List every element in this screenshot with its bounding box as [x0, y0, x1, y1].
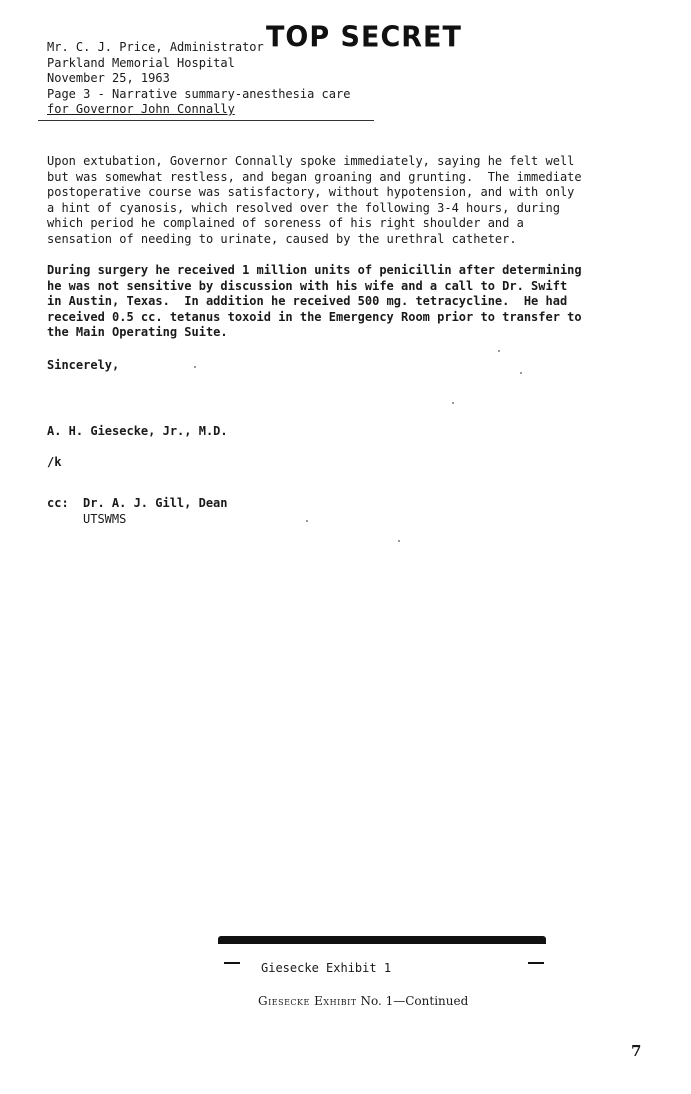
continued-label: Giesecke Exhibit	[258, 994, 357, 1008]
continued-suffix: —Continued	[393, 994, 469, 1008]
exhibit-continued	[258, 994, 468, 1008]
scan-speck	[498, 350, 500, 352]
scan-speck	[194, 366, 196, 368]
hospital-line: Parkland Memorial Hospital	[47, 55, 235, 70]
top-secret-stamp: TOP SECRET	[266, 21, 462, 54]
page-number: 7	[631, 1042, 642, 1060]
exhibit-bar	[218, 936, 546, 944]
scan-speck	[520, 372, 522, 374]
closing: Sincerely,	[47, 358, 120, 372]
addressee-line: Mr. C. J. Price, Administrator	[47, 40, 264, 54]
scan-speck	[398, 540, 400, 542]
exhibit-caption: Giesecke Exhibit 1	[261, 961, 392, 975]
exhibit-dash-right	[528, 962, 544, 964]
scan-speck	[452, 402, 454, 404]
cc-org: UTSWMS	[83, 511, 127, 526]
cc-label: cc:	[47, 496, 69, 510]
letter-header	[47, 40, 350, 118]
exhibit-dash-left	[224, 962, 240, 964]
header-rule	[38, 120, 374, 121]
continued-number: No. 1	[360, 994, 394, 1008]
date-line: November 25, 1963	[47, 71, 170, 85]
typist-initials: /k	[47, 455, 62, 469]
subject-line: for Governor John Connally	[47, 102, 235, 116]
cc-block	[47, 496, 228, 527]
body-paragraph-1: Upon extubation, Governor Connally spoke immediately, saying he felt well but was somewhat restless, and began groaning and grunting. The immediate postoperative course was satisfactory, without hypotension, and with only a hint of cyanosis, which resolved over the following 3-4 hours, during which period he complained of soreness of his right shoulder and a sensation of needing to urinate, caused by the urethral catheter.	[47, 154, 582, 246]
scan-speck	[306, 520, 308, 522]
body-paragraph-2: During surgery he received 1 million units of penicillin after determining he was not sensitive by discussion with his wife and a call to Dr. Swift in Austin, Texas. In addition he received 500 mg. tetracycline. He had received 0.5 cc. tetanus toxoid in the Emergency Room prior to transfer to the Main Operating Suite.	[47, 263, 582, 339]
page-subject-line: Page 3 - Narrative summary-anesthesia care	[47, 86, 351, 101]
signer-name: A. H. Giesecke, Jr., M.D.	[47, 424, 228, 438]
cc-recipient: Dr. A. J. Gill, Dean	[83, 496, 228, 510]
